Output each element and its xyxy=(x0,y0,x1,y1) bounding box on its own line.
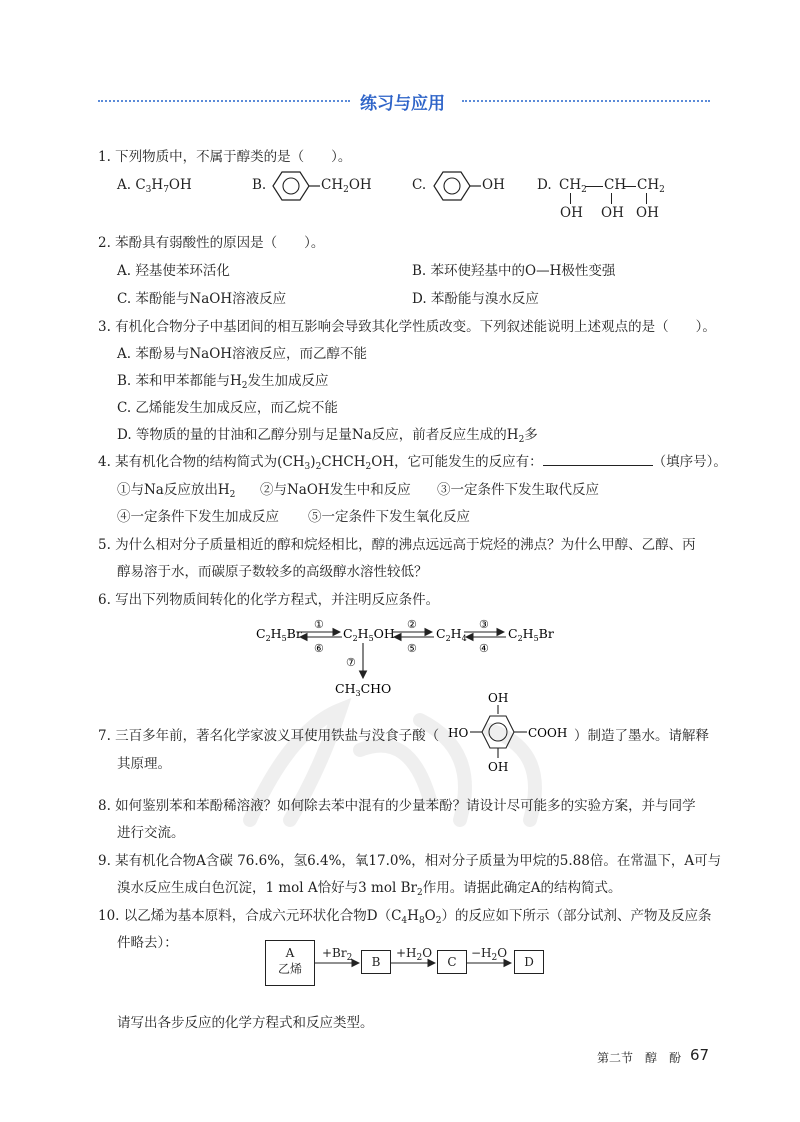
q1-glycerol-ch2-a: $CH_2$ xyxy=(559,177,587,195)
q1-glycerol-bond-2 xyxy=(624,186,636,187)
q7-line-2: 其原理。 xyxy=(117,756,171,772)
q10-box-b: B xyxy=(361,950,391,974)
header-dots-left xyxy=(98,100,350,102)
q1-stem: 1. 下列物质中，不属于醇类的是（ ）。 xyxy=(98,149,352,165)
q3-option-c: C. 乙烯能发生加成反应，而乙烷不能 xyxy=(117,400,338,416)
q1-glycerol-oh-2: OH xyxy=(601,205,624,221)
q10-reagent-h2o: $+H_2O$ xyxy=(396,946,433,963)
q1-glycerol-ch2-b: $CH_2$ xyxy=(637,177,665,195)
page-title: 练习与应用 xyxy=(360,94,445,114)
q1-glycerol-vbond-3 xyxy=(646,193,647,204)
q1-option-b-label: B. xyxy=(252,177,267,193)
q7-oh-bottom: OH xyxy=(488,760,509,774)
q1-option-d-label: D. xyxy=(537,177,552,193)
q7-line-1-post: ）制造了墨水。请解释 xyxy=(574,728,709,744)
q6-label-7: ⑦ xyxy=(346,656,356,669)
q2-option-d: D. 苯酚能与溴水反应 xyxy=(412,291,539,307)
q5-line-1: 5. 为什么相对分子质量相近的醇和烷烃相比，醇的沸点远远高于烷烃的沸点？为什么甲醇、乙醇、丙 xyxy=(98,537,696,553)
q4-option-2: ②与NaOH发生中和反应 xyxy=(260,482,411,498)
q7-cooh: COOH xyxy=(528,726,568,740)
q1-glycerol-vbond-2 xyxy=(611,193,612,204)
q1-glycerol-oh-1: OH xyxy=(560,205,583,221)
q1-glycerol-oh-3: OH xyxy=(636,205,659,221)
q2-stem: 2. 苯酚具有弱酸性的原因是（ ）。 xyxy=(98,235,325,251)
q10-box-d: D xyxy=(514,950,544,974)
q1-option-c-label: C. xyxy=(412,177,427,193)
q1-option-c-group: OH xyxy=(482,177,505,193)
q4-option-1: ①与Na反应放出$H_2$ xyxy=(117,482,236,500)
q9-line-1: 9. 某有机化合物A含碳 76.6%，氢6.4%，氧17.0%，相对分子质量为甲烷的5.88倍。在常温下，A可与 xyxy=(98,853,722,869)
footer-section: 第二节 醇 酚 xyxy=(597,1051,682,1065)
q2-option-b: B. 苯环使羟基中的O—H极性变强 xyxy=(412,263,616,279)
q2-option-a: A. 羟基使苯环活化 xyxy=(117,263,230,279)
q10-reagent-br2: $+Br_2$ xyxy=(322,946,353,963)
footer-page-number: 67 xyxy=(690,1046,710,1064)
q4-option-5: ⑤一定条件下发生氧化反应 xyxy=(308,509,470,525)
q6-ch3cho: $CH_3CHO$ xyxy=(335,681,392,698)
q4-option-3: ③一定条件下发生取代反应 xyxy=(437,482,599,498)
q4-stem: 4. 某有机化合物的结构简式为$(CH_3)_2CHCH_2OH$，它可能发生的反应有： （填序号）。 xyxy=(98,454,727,472)
q3-option-d: D. 等物质的量的甘油和乙醇分别与足量Na反应，前者反应生成的$H_2$多 xyxy=(117,427,538,445)
q6-label-6: ⑥ xyxy=(314,642,324,655)
q10-line-1: 10. 以乙烯为基本原料，合成六元环状化合物$D(C_4H_8O_2)$的反应如下所示（部分试剂、产物及反应条 xyxy=(98,908,712,926)
q7-gallic-acid-structure xyxy=(444,688,574,776)
q3-stem: 3. 有机化合物分子中基团间的相互影响会导致其化学性质改变。下列叙述能说明上述观点的是（ ）。 xyxy=(98,319,716,335)
q10-reagent-minus-h2o: $-H_2O$ xyxy=(471,946,508,963)
q1-option-b-group: $CH_2OH$ xyxy=(321,177,372,195)
q1-glycerol-ch: CH xyxy=(604,177,627,193)
q3-option-a: A. 苯酚易与NaOH溶液反应，而乙醇不能 xyxy=(117,346,368,362)
q10-box-c: C xyxy=(437,950,467,974)
header-dots-right xyxy=(462,100,710,102)
q9-line-2: 溴水反应生成白色沉淀，1 mol A恰好与3 mol $Br_2$作用。请据此确定A的结构简式。 xyxy=(117,880,622,898)
q3-option-b: B. 苯和甲苯都能与$H_2$发生加成反应 xyxy=(117,373,329,391)
q5-line-2: 醇易溶于水，而碳原子数较多的高级醇水溶性较低？ xyxy=(117,564,428,580)
q4-answer-blank[interactable] xyxy=(543,453,653,466)
q1-benzene-ring-b xyxy=(268,169,320,203)
q1-glycerol-vbond-1 xyxy=(570,193,571,204)
q1-benzene-ring-c xyxy=(429,169,481,203)
q6-c2h4: $C_2H_4$ xyxy=(436,626,467,643)
q7-ho-left: HO xyxy=(448,726,469,740)
q7-oh-top: OH xyxy=(488,691,509,705)
q6-label-2: ② xyxy=(407,618,417,631)
q6-label-5: ⑤ xyxy=(407,642,417,655)
q6-label-3: ③ xyxy=(479,618,489,631)
q1-glycerol-bond-1 xyxy=(585,186,603,187)
q2-option-c: C. 苯酚能与NaOH溶液反应 xyxy=(117,291,287,307)
q8-line-2: 进行交流。 xyxy=(117,825,185,841)
q6-c2h5oh: $C_2H_5OH$ xyxy=(343,626,395,643)
q6-label-1: ① xyxy=(314,618,324,631)
q8-line-1: 8. 如何鉴别苯和苯酚稀溶液？如何除去苯中混有的少量苯酚？请设计尽可能多的实验方案，并与同学 xyxy=(98,798,696,814)
q1-option-a: A. $C_3H_7OH$ xyxy=(117,177,192,195)
q6-stem: 6. 写出下列物质间转化的化学方程式，并注明反应条件。 xyxy=(98,592,440,608)
q4-option-4: ④一定条件下发生加成反应 xyxy=(117,509,279,525)
q10-line-2: 件略去）： xyxy=(117,935,178,951)
q10-closing: 请写出各步反应的化学方程式和反应类型。 xyxy=(117,1015,374,1031)
q6-c2h5br-right: $C_2H_5Br$ xyxy=(508,626,554,643)
q7-line-1-pre: 7. 三百多年前，著名化学家波义耳使用铁盐与没食子酸（ xyxy=(98,728,440,744)
q6-c2h5br-left: $C_2H_5Br$ xyxy=(256,626,302,643)
q6-label-4: ④ xyxy=(479,642,489,655)
q10-box-a: A 乙烯 xyxy=(265,940,315,986)
